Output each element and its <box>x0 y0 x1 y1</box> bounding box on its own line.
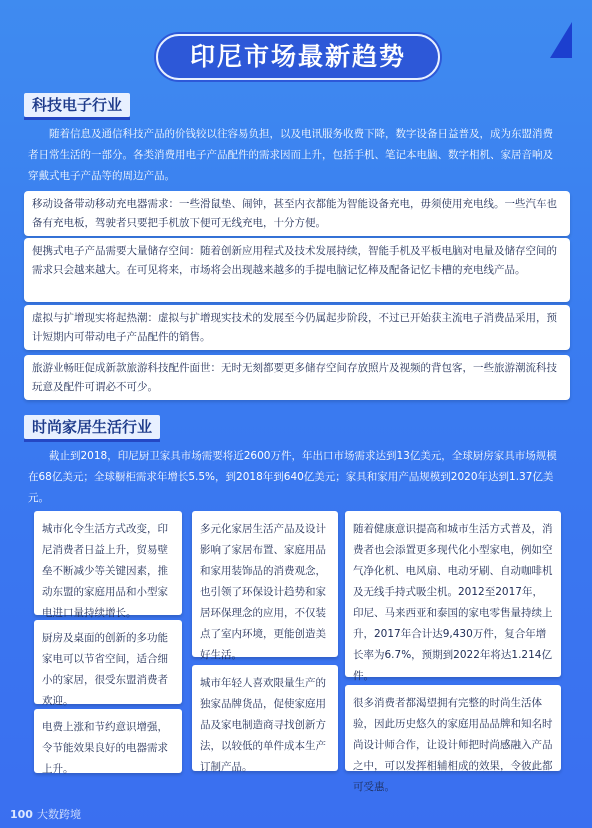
home-card-design: 多元化家居生活产品及设计影响了家居布置、家庭用品和家用装饰品的消费观念，也引领了环保设计趋势和家居环保理念的应用，不仅装点了室内环境，更能创造美好生活。 <box>192 511 338 657</box>
section-intro-home: 截止到2018，印尼厨卫家具市场需要将近2600万件，年出口市场需求达到13亿美元，全球厨房家具市场规模在68亿美元；全球橱柜需求年增长5.5%，到2018年到640亿美元；家具和家用产品规模到2020年达到1.37亿美元。 <box>28 450 557 504</box>
home-card-kitchen: 厨房及桌面的创新的多功能家电可以节省空间，适合细小的家居，很受东盟消费者欢迎。 <box>34 620 182 704</box>
home-card-youth: 城市年轻人喜欢限量生产的独家品牌货品，促使家庭用品及家电制造商寻找创新方法，以较低的单件成本生产订制产品。 <box>192 665 338 771</box>
brand-name: 大数跨境 <box>36 808 81 821</box>
footer-brand <box>10 806 81 822</box>
tech-box-travel: 旅游业畅旺促成新款旅游科技配件面世：无时无刻都要更多储存空间存放照片及视频的背包客，一些旅游潮流科技玩意及配件可谓必不可少。 <box>24 355 570 400</box>
tech-box-vr-ar: 虚拟与扩增现实将起热潮：虚拟与扩增现实技术的发展至今仍属起步阶段，不过已开始获主流电子消费品采用，预计短期内可带动电子产品配件的销售。 <box>24 305 570 350</box>
home-card-urbanization: 城市化令生活方式改变，印尼消费者日益上升，贸易壁垒不断减少等关键因素，推动东盟的家庭用品和小型家电进口量持续增长。 <box>34 511 182 615</box>
tech-box-mobile-charger: 移动设备带动移动充电器需求：一些滑鼠垫、闹钟，甚至内衣都能为智能设备充电，毋须使用充电线。一些汽车也备有充电板，驾驶者只要把手机放下便可无线充电，十分方便。 <box>24 191 570 236</box>
section-header-home: 时尚家居生活行业 <box>24 415 160 439</box>
page-title: 印尼市场最新趋势 <box>156 34 440 80</box>
home-card-energy: 电费上涨和节约意识增强，令节能效果良好的电器需求上升。 <box>34 709 182 773</box>
section-header-tech: 科技电子行业 <box>24 93 130 117</box>
decor-triangle <box>550 22 572 58</box>
section-intro-tech: 随着信息及通信科技产品的价钱较以往容易负担，以及电讯服务收费下降，数字设备日益普及，成为东盟消费者日常生活的一部分。各类消费用电子产品配件的需求因而上升，包括手机、笔记本电脑、数字相机、家居音响及穿戴式电子产品等的周边产品。 <box>28 128 553 182</box>
home-card-fashion: 很多消费者都渴望拥有完整的时尚生活体验，因此历史悠久的家庭用品品牌和知名时尚设计师合作，让设计师把时尚感融入产品之中，可以发挥相辅相成的效果，令彼此都可受惠。 <box>345 685 561 771</box>
tech-box-storage: 便携式电子产品需要大量储存空间：随着创新应用程式及技术发展持续，智能手机及平板电脑对电量及储存空间的需求只会越来越大。在可见将来，市场将会出现越来越多的手提电脑记忆棒及配备记忆卡槽的充电线产品。 <box>24 238 570 302</box>
brand-logo: 100 <box>10 807 33 821</box>
home-card-health: 随着健康意识提高和城市生活方式普及，消费者也会添置更多现代化小型家电，例如空气净化机、电风扇、电动牙刷、自动咖啡机及无线手持式吸尘机。2012至2017年，印尼、马来西亚和泰国的家电零售量持续上升，2017年合计达9,430万件，复合年增长率为6.7%，预期到2022年将达1.214亿件。 <box>345 511 561 677</box>
